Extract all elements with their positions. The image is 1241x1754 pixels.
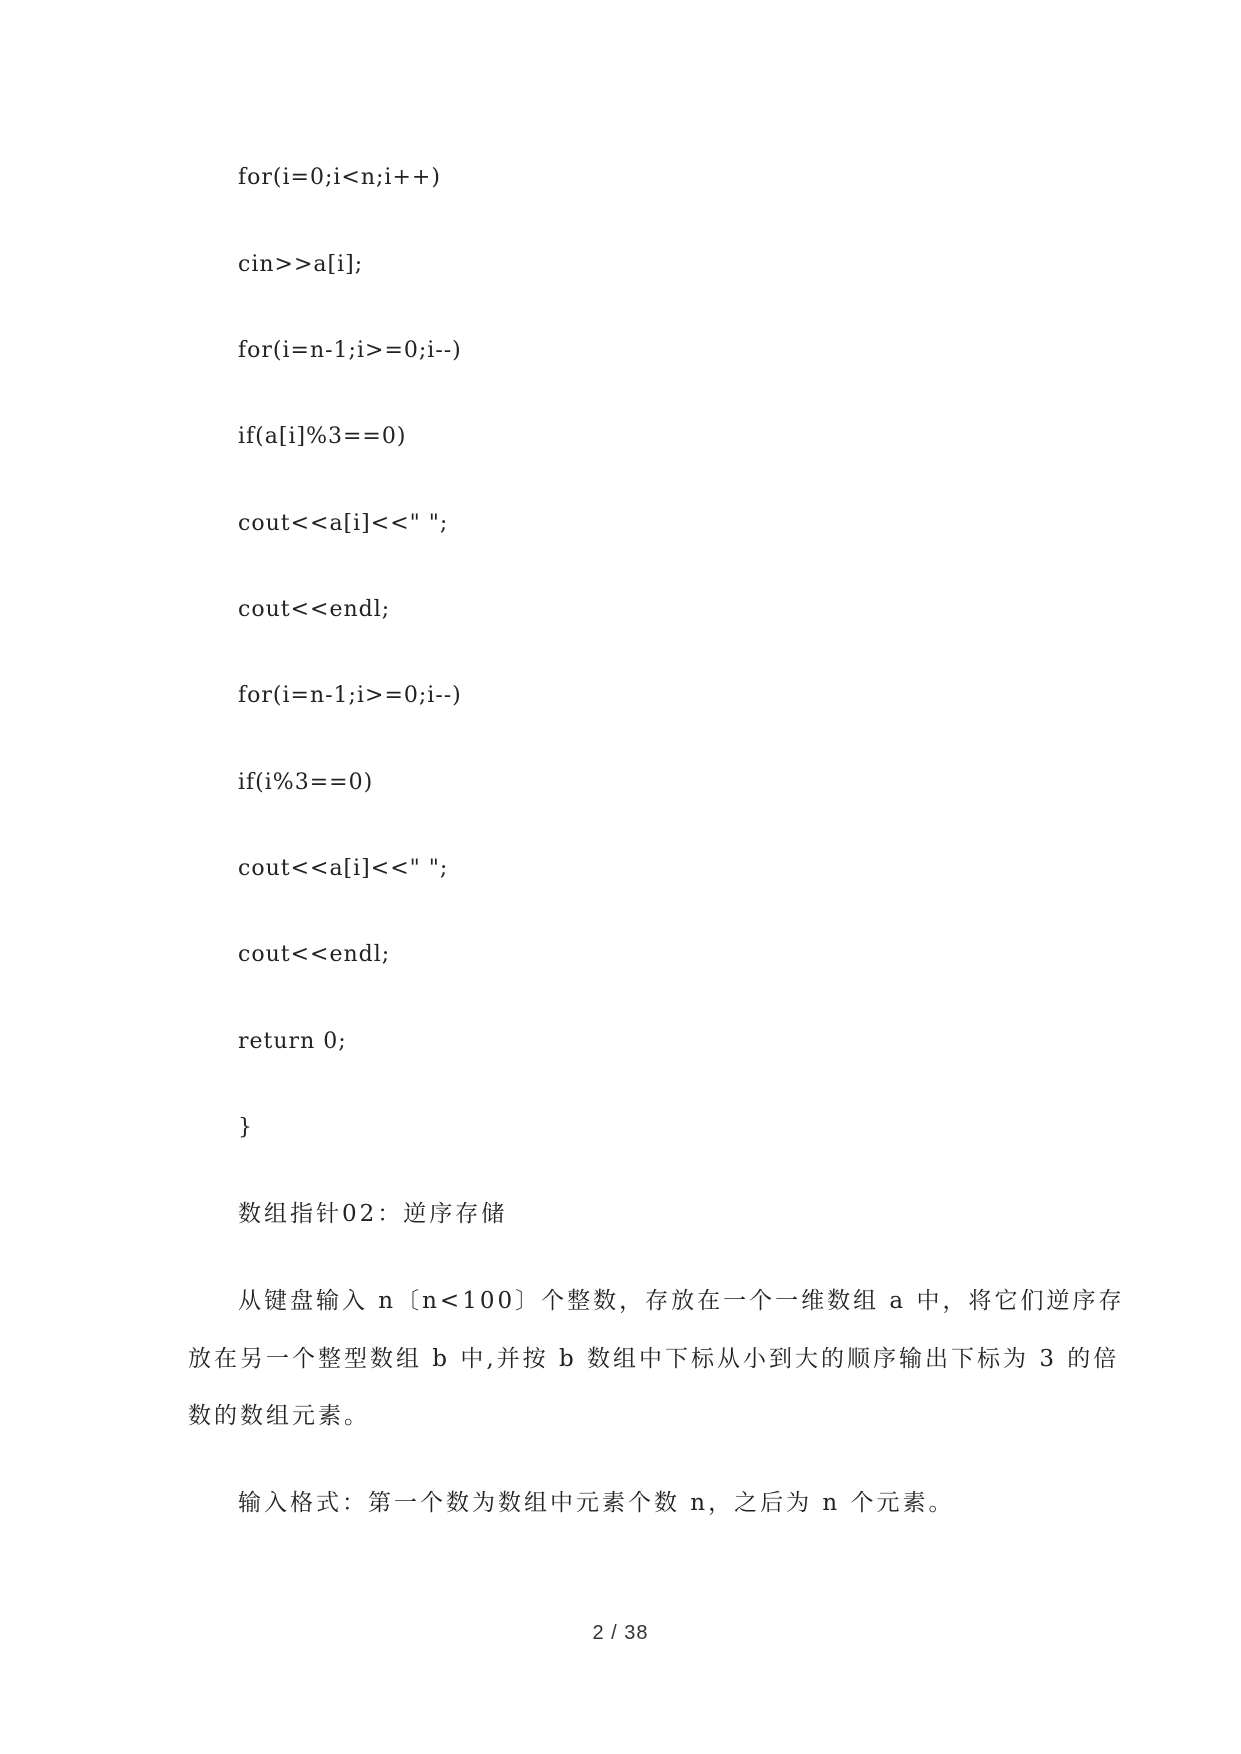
description-line-2: 放在另一个整型数组 b 中,并按 b 数组中下标从小到大的顺序输出下标为 3 的倍: [188, 1346, 1120, 1372]
code-line-4: if(a[i]%3==0): [238, 424, 407, 449]
description-line-1: 从键盘输入 n〔n<100〕个整数，存放在一个一维数组 a 中，将它们逆序存: [238, 1288, 1125, 1314]
code-line-3: for(i=n-1;i>=0;i--): [238, 338, 462, 363]
code-line-11: return 0;: [238, 1029, 347, 1054]
code-line-6: cout<<endl;: [238, 597, 391, 622]
code-line-7: for(i=n-1;i>=0;i--): [238, 683, 462, 708]
code-line-10: cout<<endl;: [238, 942, 391, 967]
code-line-2: cin>>a[i];: [238, 252, 364, 277]
section-heading: 数组指针02：逆序存储: [238, 1201, 508, 1227]
code-line-5: cout<<a[i]<<" ";: [238, 511, 449, 536]
code-line-8: if(i%3==0): [238, 770, 374, 795]
description-line-3: 数的数组元素。: [188, 1403, 370, 1429]
code-line-9: cout<<a[i]<<" ";: [238, 856, 449, 881]
page-number: 2 / 38: [592, 1622, 649, 1644]
code-line-12: }: [238, 1115, 253, 1140]
code-line-1: for(i=0;i<n;i++): [238, 165, 441, 190]
input-format-text: 输入格式：第一个数为数组中元素个数 n，之后为 n 个元素。: [238, 1490, 955, 1516]
